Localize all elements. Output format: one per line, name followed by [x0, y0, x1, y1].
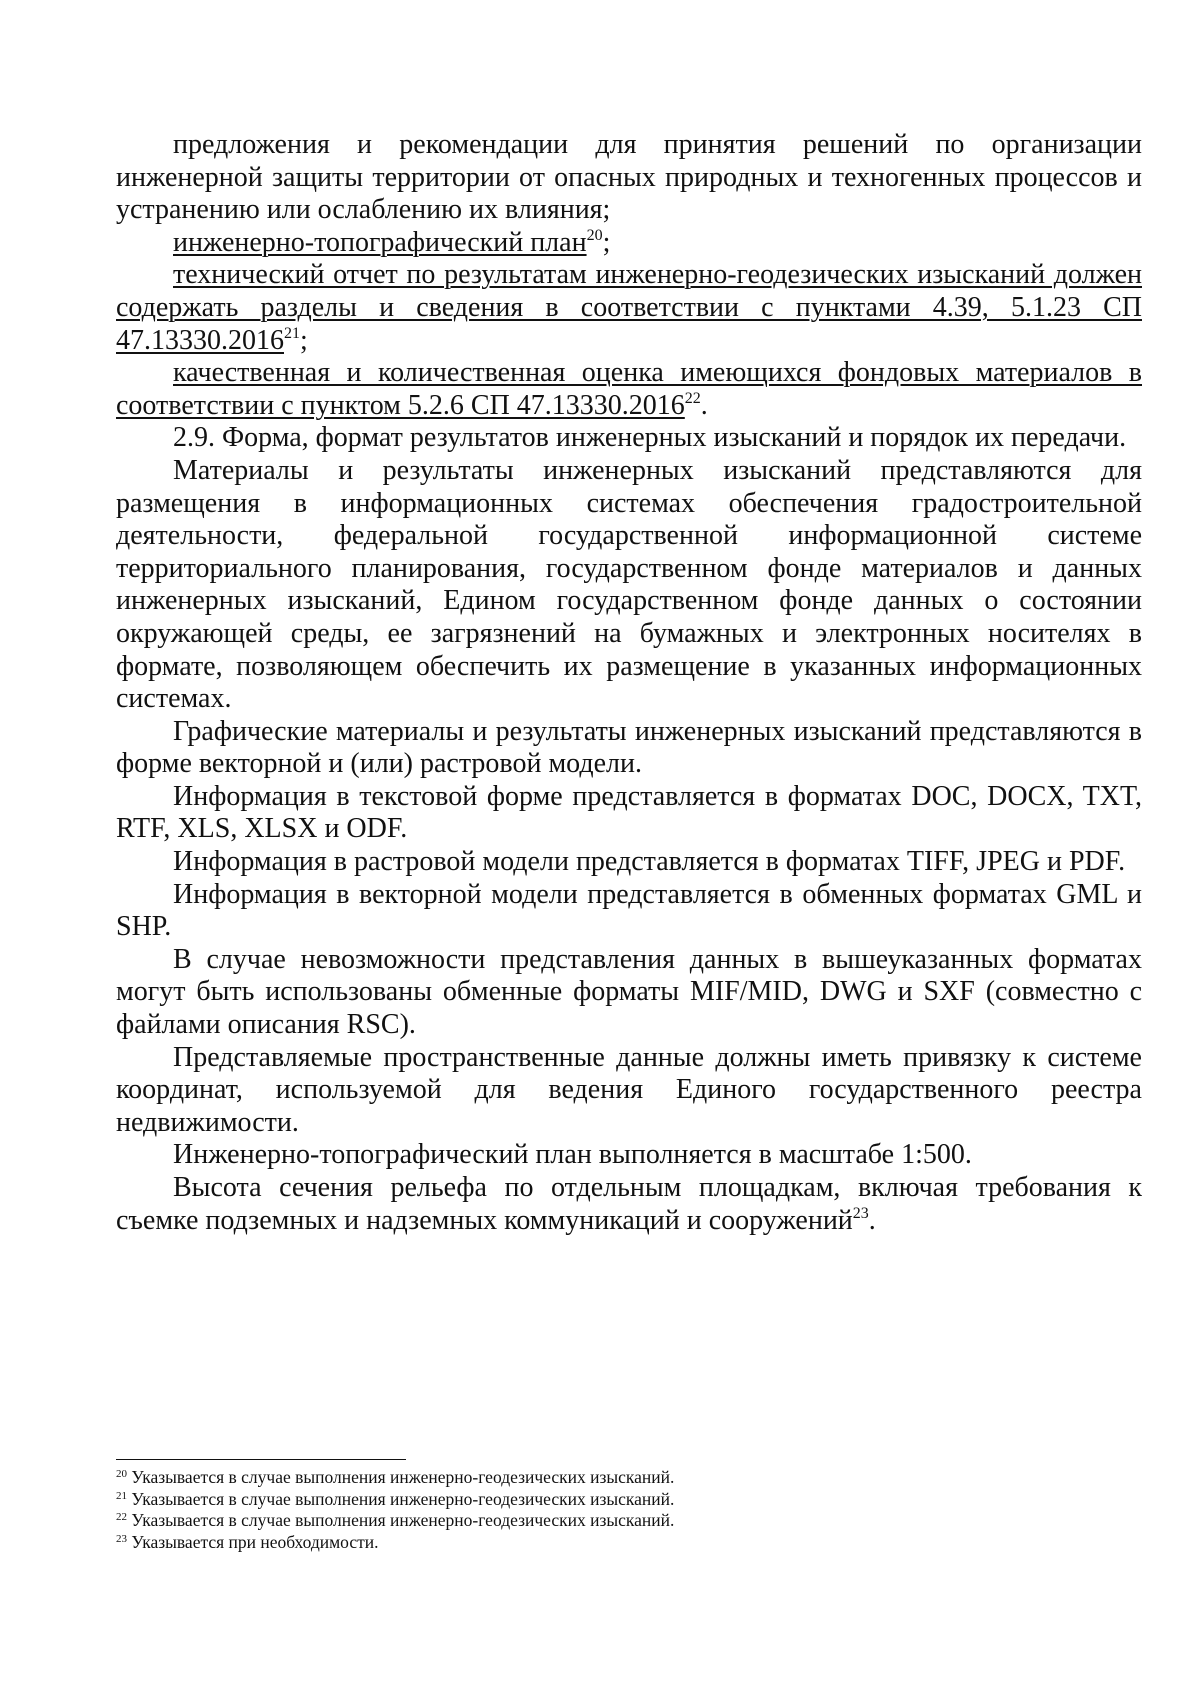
footnotes [116, 1467, 1142, 1553]
footnote-number: 22 [116, 1511, 127, 1523]
punctuation: . [868, 1204, 876, 1236]
footnote-number: 23 [116, 1532, 127, 1545]
underlined-text: качественная и количественная оценка имеющихся фондовых материалов в соответствии с пунктом 5.2.6 СП 47.13330.2016 [116, 357, 1142, 421]
paragraph-coordinate-system: Представляемые пространственные данные должны иметь привязку к системе координат, используемой для ведения Единого государственного реестра недвижимости. [116, 1041, 1142, 1138]
underlined-text: инженерно-топографический план [173, 226, 587, 258]
punctuation: ; [602, 226, 611, 258]
footnote-separator [116, 1459, 406, 1460]
footnote-text: Указывается в случае выполнения инженерно-геодезических изысканий. [127, 1488, 675, 1509]
footnote-20 [116, 1467, 1142, 1489]
punctuation: ; [300, 324, 308, 356]
section-heading-2-9: 2.9. Форма, формат результатов инженерных изысканий и порядок их передачи. [173, 422, 1127, 454]
paragraph-text: предложения и рекомендации для принятия решений по организации инженерной защиты территории от опасных природных и техногенных процессов и устранению или ослаблению их влияния; [116, 129, 1142, 226]
footnote-text: Указывается в случае выполнения инженерно-геодезических изысканий. [127, 1467, 675, 1487]
footnote-22 [116, 1510, 1142, 1532]
footnote-21 [116, 1489, 1142, 1511]
paragraph-materials-placement: Материалы и результаты инженерных изысканий представляются для размещения в информационных системах обеспечения градостроительной деятельности, федеральной государственной информационной системе территориального планирования, государственном фонде материалов и данных инженерных изысканий, Едином государственном фонде данных о состоянии окружающей среды, ее загрязнений на бумажных и электронных носителях в формате, позволяющем обеспечить их размещение в указанных информационных системах. [116, 454, 1142, 715]
paragraph-relief-height [116, 1172, 1142, 1237]
paragraph-graphic-materials: Графические материалы и результаты инженерных изысканий представляются в форме векторной и (или) растровой модели. [116, 715, 1142, 780]
paragraph-text: Высота сечения рельефа по отдельным площадкам, включая требования к съемке подземных и надземных коммуникаций и сооружений [116, 1172, 1142, 1236]
paragraph-vector-formats: Информация в векторной модели представляется в обменных форматах GML и SHP. [116, 878, 1142, 943]
footnote-ref-22[interactable]: 22 [684, 389, 701, 407]
paragraph-raster-formats: Информация в растровой модели представляется в форматах TIFF, JPEG и PDF. [173, 846, 1126, 878]
underlined-text: технический отчет по результатам инженерно-геодезических изысканий должен содержать разделы и сведения в соответствии с пунктами 4.39, 5.1.23 СП 47.13330.2016 [116, 259, 1142, 356]
paragraph-fund-materials [116, 357, 1142, 422]
paragraph-exchange-formats: В случае невозможности представления данных в вышеуказанных форматах могут быть использованы обменные форматы MIF/MID, DWG и SXF (совместно с файлами описания RSC). [116, 943, 1142, 1041]
paragraph-tech-report [116, 259, 1142, 357]
footnote-text: Указывается при необходимости. [127, 1531, 379, 1552]
footnote-ref-23[interactable]: 23 [852, 1204, 869, 1222]
body-text [116, 129, 1142, 1237]
paragraph-proposals [116, 129, 1142, 227]
paragraph-text-formats: Информация в текстовой форме представляется в форматах DOC, DOCX, TXT, RTF, XLS, XLSX и ODF. [116, 780, 1142, 845]
footnote-ref-20[interactable]: 20 [586, 226, 603, 244]
paragraph-topo-plan [116, 227, 1142, 260]
footnote-ref-21[interactable]: 21 [284, 324, 300, 342]
footnote-number: 21 [116, 1489, 127, 1502]
footnote-23 [116, 1532, 1142, 1554]
punctuation: . [700, 389, 708, 421]
footnote-text: Указывается в случае выполнения инженерно-геодезических изысканий. [127, 1510, 675, 1530]
paragraph-scale: Инженерно-топографический план выполняется в масштабе 1:500. [173, 1139, 972, 1171]
footnote-number: 20 [116, 1468, 127, 1480]
